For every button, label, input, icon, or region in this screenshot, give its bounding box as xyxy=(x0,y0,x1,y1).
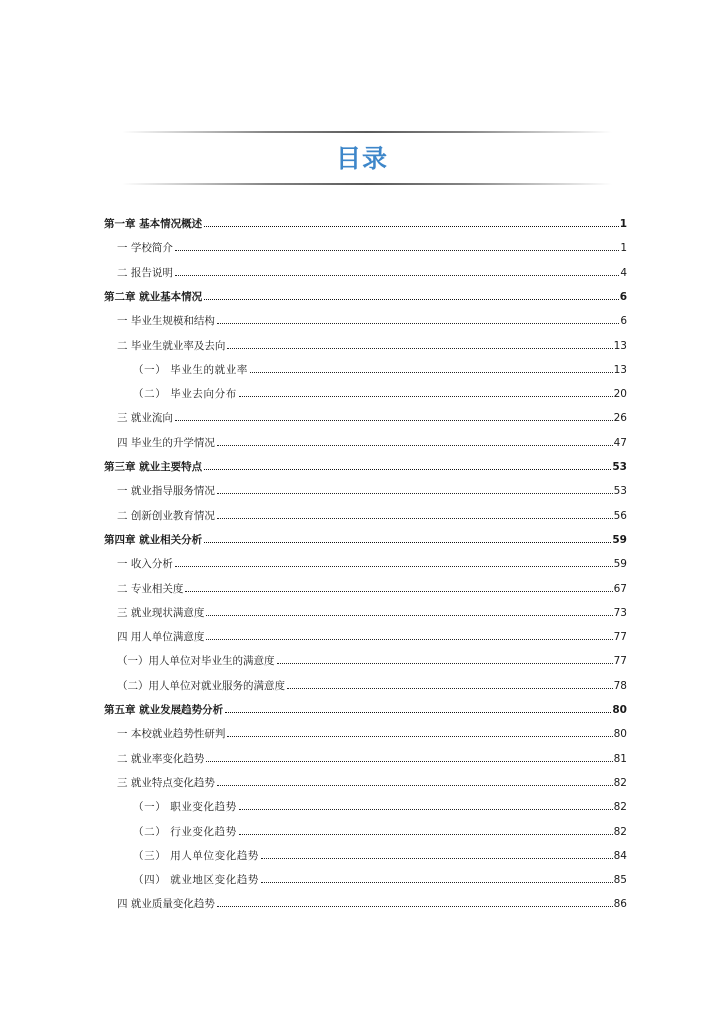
toc-entry-text: 第二章 就业基本情况 xyxy=(104,290,203,303)
dot-leader xyxy=(239,833,613,835)
dot-leader xyxy=(217,784,613,786)
toc-entry-text: 二 报告说明 xyxy=(117,266,173,279)
toc-page-number: 13 xyxy=(613,339,627,352)
toc-page-number: 82 xyxy=(613,776,627,789)
toc-page-number: 77 xyxy=(613,655,627,668)
toc-entry-text: 四 毕业生的升学情况 xyxy=(117,436,215,449)
dot-leader xyxy=(204,298,619,300)
toc-page-number: 1 xyxy=(619,218,627,230)
toc-entry-text: 第四章 就业相关分析 xyxy=(104,533,203,546)
dot-leader xyxy=(204,468,611,470)
toc-entry-text: 三 就业现状满意度 xyxy=(117,606,205,619)
toc-entry-text: （二） 毕业去向分布 xyxy=(133,388,237,401)
toc-chapter-entry[interactable] xyxy=(104,702,627,718)
toc-entry[interactable] xyxy=(117,483,627,499)
toc-page-number: 82 xyxy=(613,825,627,838)
toc-entry-text: （二） 行业变化趋势 xyxy=(133,825,237,838)
dot-leader xyxy=(227,347,612,349)
title-bottom-rule xyxy=(122,183,612,185)
toc-entry[interactable] xyxy=(133,386,627,402)
toc-page-number: 6 xyxy=(620,315,627,328)
toc-entry[interactable] xyxy=(117,556,627,572)
toc-entry[interactable] xyxy=(133,799,627,815)
toc-entry[interactable] xyxy=(133,362,627,378)
toc-page-number: 6 xyxy=(619,290,627,303)
toc-entry[interactable] xyxy=(117,240,627,256)
dot-leader xyxy=(217,905,613,907)
toc-entry[interactable] xyxy=(117,629,627,645)
dot-leader xyxy=(250,371,613,373)
dot-leader xyxy=(287,687,613,689)
title-top-rule xyxy=(122,131,612,133)
toc-entry-text: 一 就业指导服务情况 xyxy=(117,485,215,498)
toc-page-number: 53 xyxy=(612,461,627,473)
dot-leader xyxy=(217,517,613,519)
toc-entry-text: 第一章 基本情况概述 xyxy=(104,218,203,230)
toc-page-number: 81 xyxy=(613,752,627,765)
toc-entry[interactable] xyxy=(117,653,627,669)
toc-page-number: 86 xyxy=(613,898,627,911)
toc-title: 目录 xyxy=(335,144,388,173)
toc-entry[interactable] xyxy=(133,848,627,864)
toc-entry-text: （三） 用人单位变化趋势 xyxy=(133,849,260,862)
dot-leader xyxy=(175,249,619,251)
toc-page-number: 85 xyxy=(613,874,627,887)
toc-page-number: 59 xyxy=(613,558,627,571)
toc-page-number: 80 xyxy=(612,704,627,716)
dot-leader xyxy=(217,444,613,446)
toc-entry-text: 一 学校简介 xyxy=(117,242,173,255)
toc-entry[interactable] xyxy=(117,726,627,742)
toc-chapter-entry[interactable] xyxy=(104,532,627,548)
toc-page-number: 1 xyxy=(620,242,627,255)
toc-page-number: 56 xyxy=(613,509,627,522)
toc-entry[interactable] xyxy=(117,313,627,329)
dot-leader xyxy=(225,711,611,713)
toc-entry-text: （一）用人单位对毕业生的满意度 xyxy=(117,655,275,668)
toc-entry[interactable] xyxy=(117,435,627,451)
toc-entry-text: 一 本校就业趋势性研判 xyxy=(117,728,226,741)
toc-entry-text: 三 就业特点变化趋势 xyxy=(117,776,215,789)
toc-entry-text: 一 毕业生规模和结构 xyxy=(117,315,215,328)
toc-entry-text: （四） 就业地区变化趋势 xyxy=(133,874,260,887)
toc-entry-text: 二 就业率变化趋势 xyxy=(117,752,205,765)
toc-entry-text: 三 就业流向 xyxy=(117,412,173,425)
toc-entry[interactable] xyxy=(133,824,627,840)
toc-entry-text: 一 收入分析 xyxy=(117,558,173,571)
toc-page-number: 13 xyxy=(613,363,627,376)
toc-entry-text: 二 毕业生就业率及去向 xyxy=(117,339,226,352)
toc-entry-text: 第五章 就业发展趋势分析 xyxy=(104,704,224,716)
toc-entry-text: 四 用人单位满意度 xyxy=(117,631,205,644)
toc-page-number: 59 xyxy=(612,533,627,546)
dot-leader xyxy=(206,614,612,616)
dot-leader xyxy=(261,881,613,883)
dot-leader xyxy=(204,225,619,227)
toc-entry-text: 四 就业质量变化趋势 xyxy=(117,898,215,911)
toc-entry-text: 第三章 就业主要特点 xyxy=(104,461,203,473)
toc-page-number: 78 xyxy=(613,679,627,692)
toc-entry-text: 二 创新创业教育情况 xyxy=(117,509,215,522)
dot-leader xyxy=(227,735,612,737)
toc-page-number: 26 xyxy=(613,412,627,425)
toc-page-number: 53 xyxy=(613,485,627,498)
toc-chapter-entry[interactable] xyxy=(104,289,627,305)
toc-page-number: 82 xyxy=(613,801,627,814)
dot-leader xyxy=(175,274,619,276)
dot-leader xyxy=(206,638,612,640)
toc-page-number: 80 xyxy=(613,728,627,741)
toc-entry[interactable] xyxy=(117,678,627,694)
toc-entry[interactable] xyxy=(117,508,627,524)
toc-page-number: 73 xyxy=(613,606,627,619)
toc-entry[interactable] xyxy=(117,338,627,354)
dot-leader xyxy=(239,395,613,397)
dot-leader xyxy=(175,419,613,421)
dot-leader xyxy=(261,857,613,859)
toc-entry[interactable] xyxy=(117,775,627,791)
toc-page-number: 20 xyxy=(613,388,627,401)
dot-leader xyxy=(277,662,613,664)
toc-chapter-entry[interactable] xyxy=(104,216,627,232)
toc-entry[interactable] xyxy=(117,265,627,281)
toc-entry[interactable] xyxy=(117,410,627,426)
toc-page-number: 4 xyxy=(620,266,627,279)
toc-entry[interactable] xyxy=(117,605,627,621)
dot-leader xyxy=(204,541,611,543)
toc-entry[interactable] xyxy=(117,581,627,597)
dot-leader xyxy=(239,808,613,810)
dot-leader xyxy=(217,492,613,494)
toc-entry[interactable] xyxy=(133,872,627,888)
toc-entry-text: （一） 毕业生的就业率 xyxy=(133,363,248,376)
toc-entry[interactable] xyxy=(117,896,627,912)
toc-entry-text: （二）用人单位对就业服务的满意度 xyxy=(117,679,285,692)
toc-page-number: 47 xyxy=(613,436,627,449)
dot-leader xyxy=(175,565,613,567)
toc-page-number: 84 xyxy=(613,849,627,862)
dot-leader xyxy=(217,322,619,324)
toc-entry[interactable] xyxy=(117,751,627,767)
toc-entry-text: 二 专业相关度 xyxy=(117,582,184,595)
dot-leader xyxy=(206,760,612,762)
toc-chapter-entry[interactable] xyxy=(104,459,627,475)
toc-entry-text: （一） 职业变化趋势 xyxy=(133,801,237,814)
dot-leader xyxy=(185,590,612,592)
toc-page-number: 67 xyxy=(613,582,627,595)
toc-page-number: 77 xyxy=(613,631,627,644)
